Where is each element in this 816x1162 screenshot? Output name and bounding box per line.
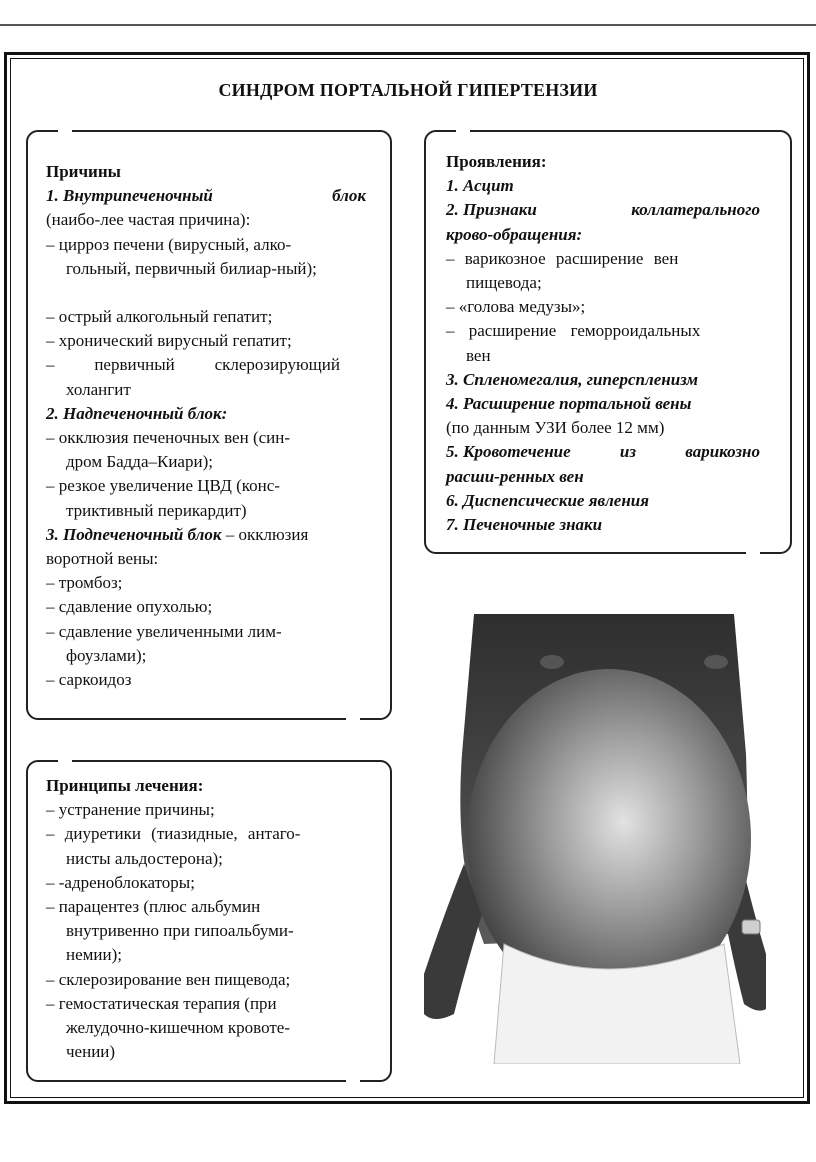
cause-text-line: триктивный перикардит) [66,500,247,520]
manifestation-text-line: – расширение геморроидальных [446,321,701,341]
manifestation-text-line: пищевода; [466,273,542,293]
treatment-text-line: желудочно-кишечном кровоте- [66,1018,290,1038]
manifestation-5-c: варикозно [685,442,760,462]
cause-text-line: – острый алкогольный гепатит; [46,307,273,327]
treatment-text-line: – гемостатическая терапия (при [46,993,277,1013]
cause-word: склерозирующий [214,355,340,375]
treatment-text-line: – диуретики (тиазидные, антаго- [46,824,301,844]
ascites-photo-svg [424,614,766,1064]
cause-text-line: – сдавление увеличенными лим- [46,621,282,641]
causes-section [46,160,366,692]
manifestations-section [446,150,760,537]
manifestation-text-line: – варикозное расширение вен [446,248,679,268]
treatment-text-line: – -адреноблокаторы; [46,872,195,892]
treatment-section [46,774,366,1064]
manifestations-heading: Проявления: [446,152,547,171]
cause-text-line [46,353,340,377]
cause-text-line: – резкое увеличение ЦВД (конс- [46,476,280,496]
top-rule [0,24,816,26]
manifestation-text-line: вен [466,345,491,365]
cause-dash: – [46,355,55,375]
manifestation-5-cont: расши-ренных вен [446,466,584,486]
cause-text-line: фоузлами); [66,645,147,665]
manifestation-5-b: из [619,442,636,462]
manifestation-1: 1. Асцит [446,176,514,196]
treatment-text-line: – парацентез (плюс альбумин [46,897,261,917]
manifestation-text-line: – «голова медузы»; [446,297,586,317]
manifestation-2-b: коллатерального [631,200,760,220]
treatment-text-line: нисты альдостерона); [66,848,223,868]
manifestation-2-a: 2. Признаки [446,200,537,220]
cause-text-line: гольный, первичный билиар-ный); [66,258,317,278]
cause-text-line: дром Бадда–Киари); [66,452,213,472]
treatment-text-line: – склерозирование вен пищевода; [46,969,291,989]
cause-1-title-b: блок [332,186,366,206]
treatment-heading: Принципы лечения: [46,776,204,795]
cause-3-line [46,523,366,547]
cause-text-line: – саркоидоз [46,670,132,690]
cause-1-title-a: 1. Внутрипеченочный [46,186,213,206]
manifestation-5 [446,440,760,464]
treatment-text-line: – устранение причины; [46,800,215,820]
treatment-text-line: внутривенно при гипоальбуми- [66,921,294,941]
manifestation-5-a: 5. Кровотечение [446,442,571,462]
cause-text-line: – окклюзия печеночных вен (син- [46,428,291,448]
page-title: СИНДРОМ ПОРТАЛЬНОЙ ГИПЕРТЕНЗИИ [218,80,598,100]
cause-3-title: 3. Подпеченочный блок [46,524,222,544]
cause-text-line: – цирроз печени (вирусный, алко- [46,234,292,254]
cause-word: первичный [94,355,175,375]
cause-text-line: холангит [66,379,131,399]
cause-1-note: (наибо-лее частая причина): [46,210,251,230]
treatment-text-line: немии); [66,945,122,965]
ascites-photo [424,614,766,1064]
causes-heading: Причины [46,162,121,181]
cause-3-text: – окклюзия [221,524,309,544]
cause-text-line: – тромбоз; [46,573,123,593]
cause-2-title: 2. Надпеченочный блок: [46,403,228,423]
manifestation-4: 4. Расширение портальной вены [446,394,692,414]
manifestation-2-cont: крово-обращения: [446,224,583,244]
treatment-text-line: чении) [66,1042,116,1062]
manifestation-3: 3. Спленомегалия, гиперспленизм [446,369,699,389]
manifestation-6: 6. Диспепсические явления [446,490,649,510]
cause-text-line: – хронический вирусный гепатит; [46,331,292,351]
cause-text-line: – сдавление опухолью; [46,597,213,617]
manifestation-7: 7. Печеночные знаки [446,515,603,535]
manifestation-4-note: (по данным УЗИ более 12 мм) [446,418,665,438]
manifestation-2 [446,198,760,222]
cause-text-line: воротной вены: [46,549,159,569]
cause-1-title [46,184,366,208]
